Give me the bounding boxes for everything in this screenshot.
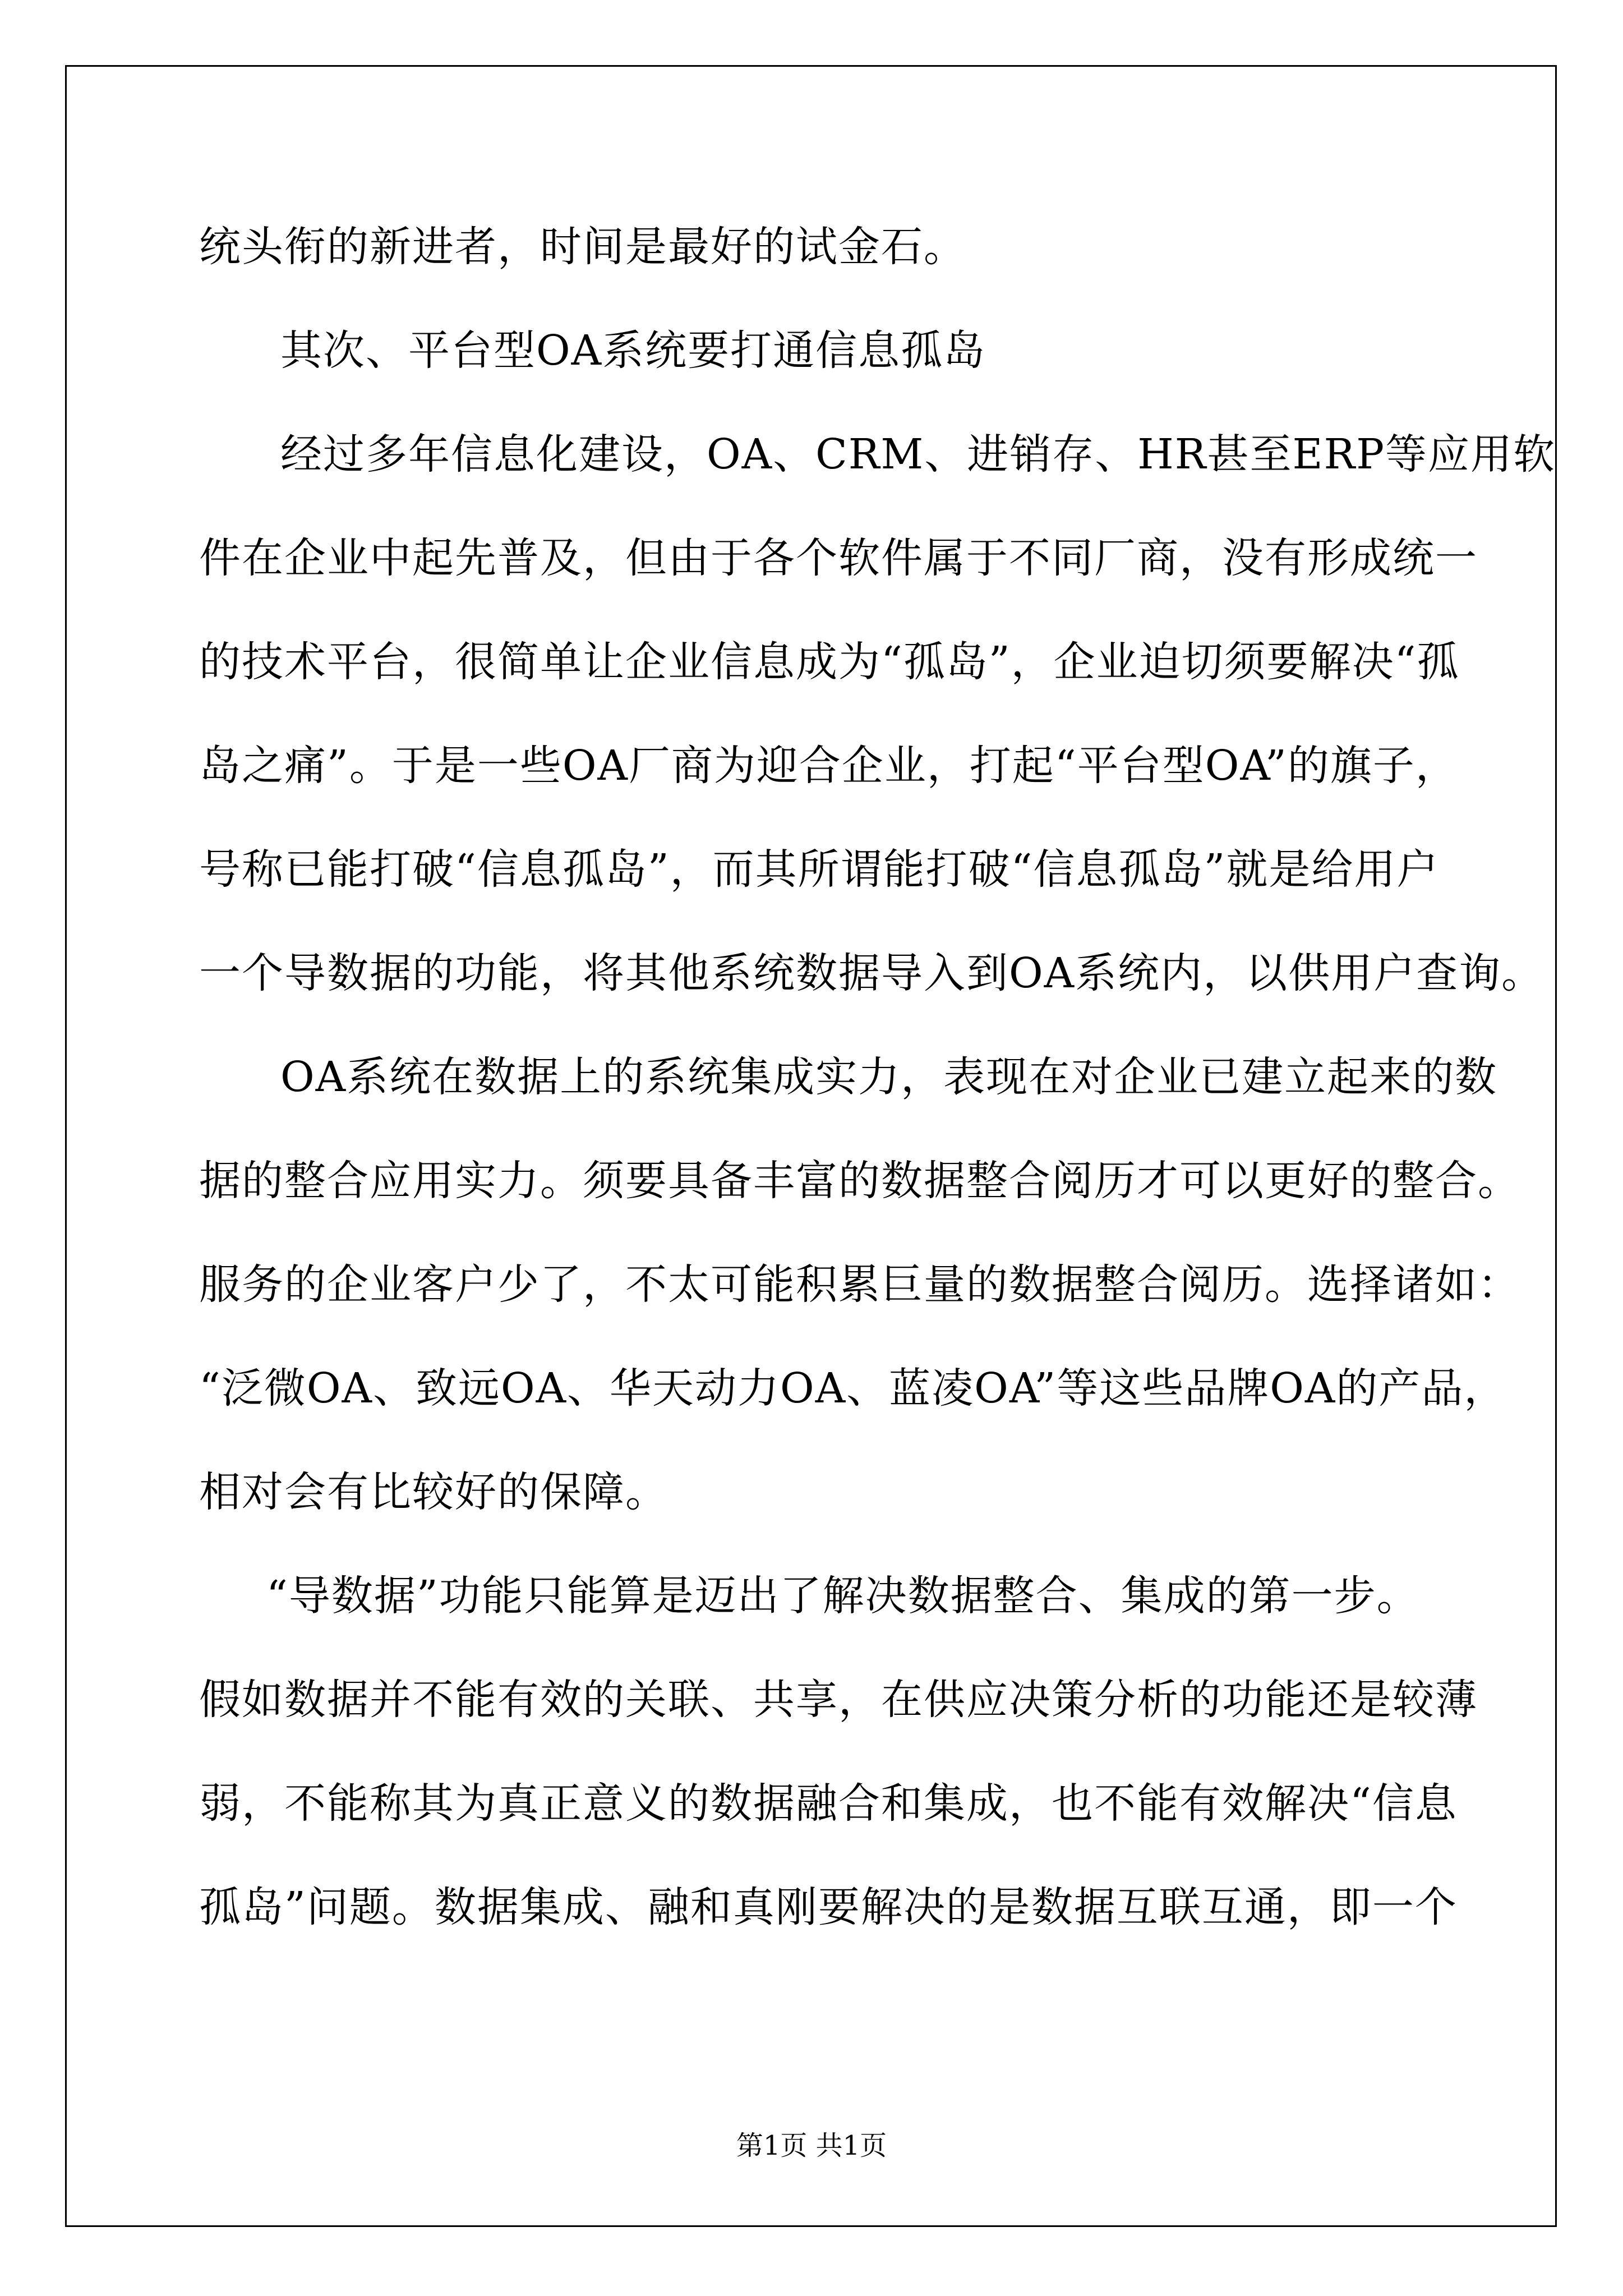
text-line: 假如数据并不能有效的关联、共享，在供应决策分析的功能还是较薄 <box>199 1676 1478 1724</box>
section-heading: 其次、平台型OA系统要打通信息孤岛 <box>280 326 986 375</box>
text-line: OA系统在数据上的系统集成实力，表现在对企业已建立起来的数 <box>280 1053 1498 1101</box>
text-line: 号称已能打破“信息孤岛”，而其所谓能打破“信息孤岛”就是给用户 <box>199 845 1440 894</box>
text-line: 孤岛”问题。数据集成、融和真刚要解决的是数据互联互通，即一个 <box>199 1883 1458 1931</box>
text-line: 件在企业中起先普及，但由于各个软件属于不同厂商，没有形成统一 <box>199 534 1478 582</box>
text-line: 的技术平台，很简单让企业信息成为“孤岛”，企业迫切须要解决“孤 <box>199 638 1460 686</box>
text-line: 经过多年信息化建设，OA、CRM、进销存、HR甚至ERP等应用软 <box>280 430 1556 478</box>
text-line: 相对会有比较好的保障。 <box>199 1468 668 1516</box>
text-line: 服务的企业客户少了，不太可能积累巨量的数据整合阅历。选择诸如： <box>199 1260 1520 1309</box>
text-line: 据的整合应用实力。须要具备丰富的数据整合阅历才可以更好的整合。 <box>199 1157 1520 1205</box>
text-line: 弱，不能称其为真正意义的数据融合和集成，也不能有效解决“信息 <box>199 1779 1458 1828</box>
text-line: 岛之痛”。于是一些OA厂商为迎合企业，打起“平台型OA”的旗子， <box>199 742 1458 790</box>
text-line: 统头衔的新进者，时间是最好的试金石。 <box>199 223 966 271</box>
text-line: “导数据”功能只能算是迈出了解决数据整合、集成的第一步。 <box>266 1572 1419 1620</box>
text-line: 一个导数据的功能，将其他系统数据导入到OA系统内，以供用户查询。 <box>199 949 1544 997</box>
page-number-footer: 第1页 共1页 <box>736 2130 887 2161</box>
text-line: “泛微OA、致远OA、华天动力OA、蓝凌OA”等这些品牌OA的产品， <box>199 1364 1507 1412</box>
